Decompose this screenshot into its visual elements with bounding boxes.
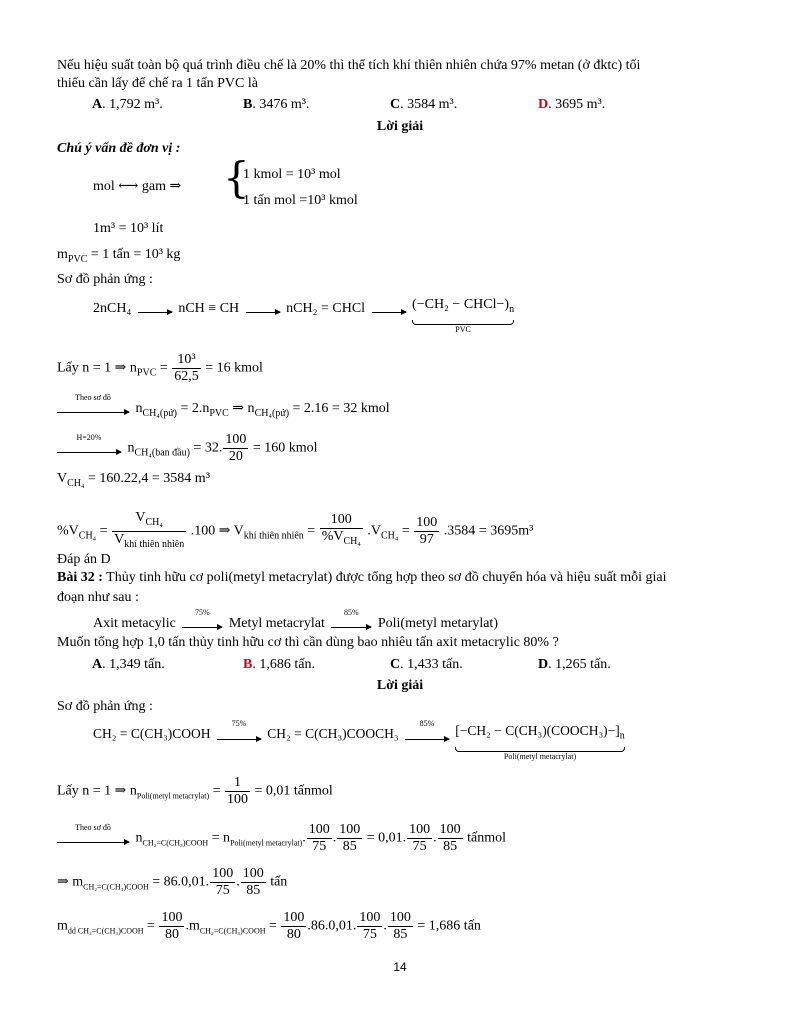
- q32-option-b: B. 1,686 tấn.: [243, 657, 315, 672]
- q32-option-c: C. 1,433 tấn.: [390, 657, 463, 672]
- q31-option-b: B. 3476 m³.: [243, 97, 310, 112]
- q32-scheme: Axit metacylic 75% Metyl metacrylat 85% Poli(metyl metarylat): [93, 608, 498, 632]
- q32-take-n: Lấy n = 1 ⇒ $n_{Poli(metyl metacrylat)}$ = $\frac{1}{100}$ = 0,01 tấnmol: [57, 775, 333, 807]
- step-ch4-pu: Theo sơ đồ $n_{CH_4(pứ)} = 2.n_{PVC}$ ⇒ $n_{CH_4(pứ)} = 2.16 = 32$ kmol: [57, 396, 390, 423]
- q32-step-mdd: $m_{dd CH_2=C(CH_3)COOH}$ = $\frac{100}{80}$ $.m_{CH_2=C(CH_3)COOH}$ = $\frac{100}{80}$ .86.0,01. $\frac{100}{75}$ . $\frac{100}{85}$ = 1,686 tấn: [57, 910, 481, 942]
- take-n-pvc: Lấy n = 1 ⇒ $n_{PVC}$ = $\frac{\text{10³}}{62,5}$ = 16 kmol: [57, 352, 263, 384]
- q31-answer: Đáp án D: [57, 552, 111, 567]
- q32-solution-heading: Lời giải: [376, 678, 424, 693]
- pvc-scheme: 2nCH₄ nCH ≡ CH nCH₂ = CHCl $(-CH_2 - CHCl-)_n$ PVC: [93, 297, 515, 334]
- q32-question: Muốn tổng hợp 1,0 tấn thủy tinh hữu cơ thì cần dùng bao nhiêu tấn axit metacrylic 80% ?: [57, 635, 559, 650]
- q31-line2: thiểu cần lấy để chế ra 1 tấn PVC là: [57, 76, 258, 91]
- q31-option-d: D. 3695 m³.: [538, 97, 606, 112]
- q32-scheme-label: Sơ đồ phản ứng :: [57, 699, 153, 714]
- q32-line1: Bài 32 : Thủy tinh hữu cơ poli(metyl metacrylat) được tổng hợp theo sơ đồ chuyển hóa và hiệu suất mỗi giai: [57, 570, 667, 585]
- m-pvc: $m_{PVC} = 1$ tấn = 10³ kg: [57, 247, 181, 265]
- q31-solution-heading: Lời giải: [376, 119, 424, 134]
- unit-tan: 1 tấn mol =10³ kmol: [243, 193, 358, 208]
- q32-option-d: D. 1,265 tấn.: [538, 657, 611, 672]
- q31-option-a: A. 1,792 m³.: [92, 97, 163, 112]
- unit-m3: 1m³ = 10³ lít: [93, 221, 164, 236]
- q32-reaction: CH₂ = C(CH₃)COOH 75% CH₂ = C(CH₃)COOCH₃ 85% $[-CH_2 - C(CH_3)(COOCH_3)-]_n$ Poli(metyl metacrylat): [93, 719, 625, 761]
- q32-option-a: A. 1,349 tấn.: [92, 657, 165, 672]
- step-v-ch4: $V_{CH_4} = 160.22,4 = 3584$ m³: [57, 471, 210, 489]
- step-pct-v-ch4: $\%V_{CH_4}$ = $\frac{V_{CH_4}}{V_{khí thiên nhiên}}$ .100 ⇒ $V_{khí thiên nhiên}$ = $\frac{100}{\%V_{CH_4}}$ $.V_{CH_4}$ = $\frac{100}{97}$ .3584 = 3695m³: [57, 510, 534, 550]
- page-number: 14: [393, 960, 407, 974]
- q31-option-c: C. 3584 m³.: [390, 97, 458, 112]
- unit-note-heading: Chú ý vấn đề đơn vị :: [57, 141, 181, 156]
- step-ch4-ban-dau: H=20% $n_{CH_4(ban đầu)} = 32$. $\frac{100}{20}$ = 160 kmol: [57, 432, 318, 465]
- curly-brace: {: [223, 153, 250, 202]
- unit-kmol: 1 kmol = 10³ mol: [243, 167, 341, 182]
- unit-mol-gam: mol ⟷ gam ⇒: [93, 179, 182, 194]
- q32-step-m-acid: ⇒ $m_{CH_2=C(CH_3)COOH} = 86.0,01$. $\frac{100}{75}$ . $\frac{100}{85}$ tấn: [57, 866, 288, 898]
- q32-line2: đoạn như sau :: [57, 590, 139, 605]
- q32-step-n-acid: Theo sơ đồ $n_{CH_2=C(CH_3)COOH} = n_{Poli(metyl metacrylat)}$. $\frac{100}{75}$ . $\frac{100}{85}$ = 0,01. $\frac{100}{75}$ . $\frac{100}{85}$ tấnmol: [57, 822, 506, 855]
- scheme-label: Sơ đồ phản ứng :: [57, 272, 153, 287]
- q31-line1: Nếu hiệu suất toàn bộ quá trình điều chế là 20% thì thể tích khí thiên nhiên chứa 97% metan (ở đktc) tối: [57, 58, 641, 73]
